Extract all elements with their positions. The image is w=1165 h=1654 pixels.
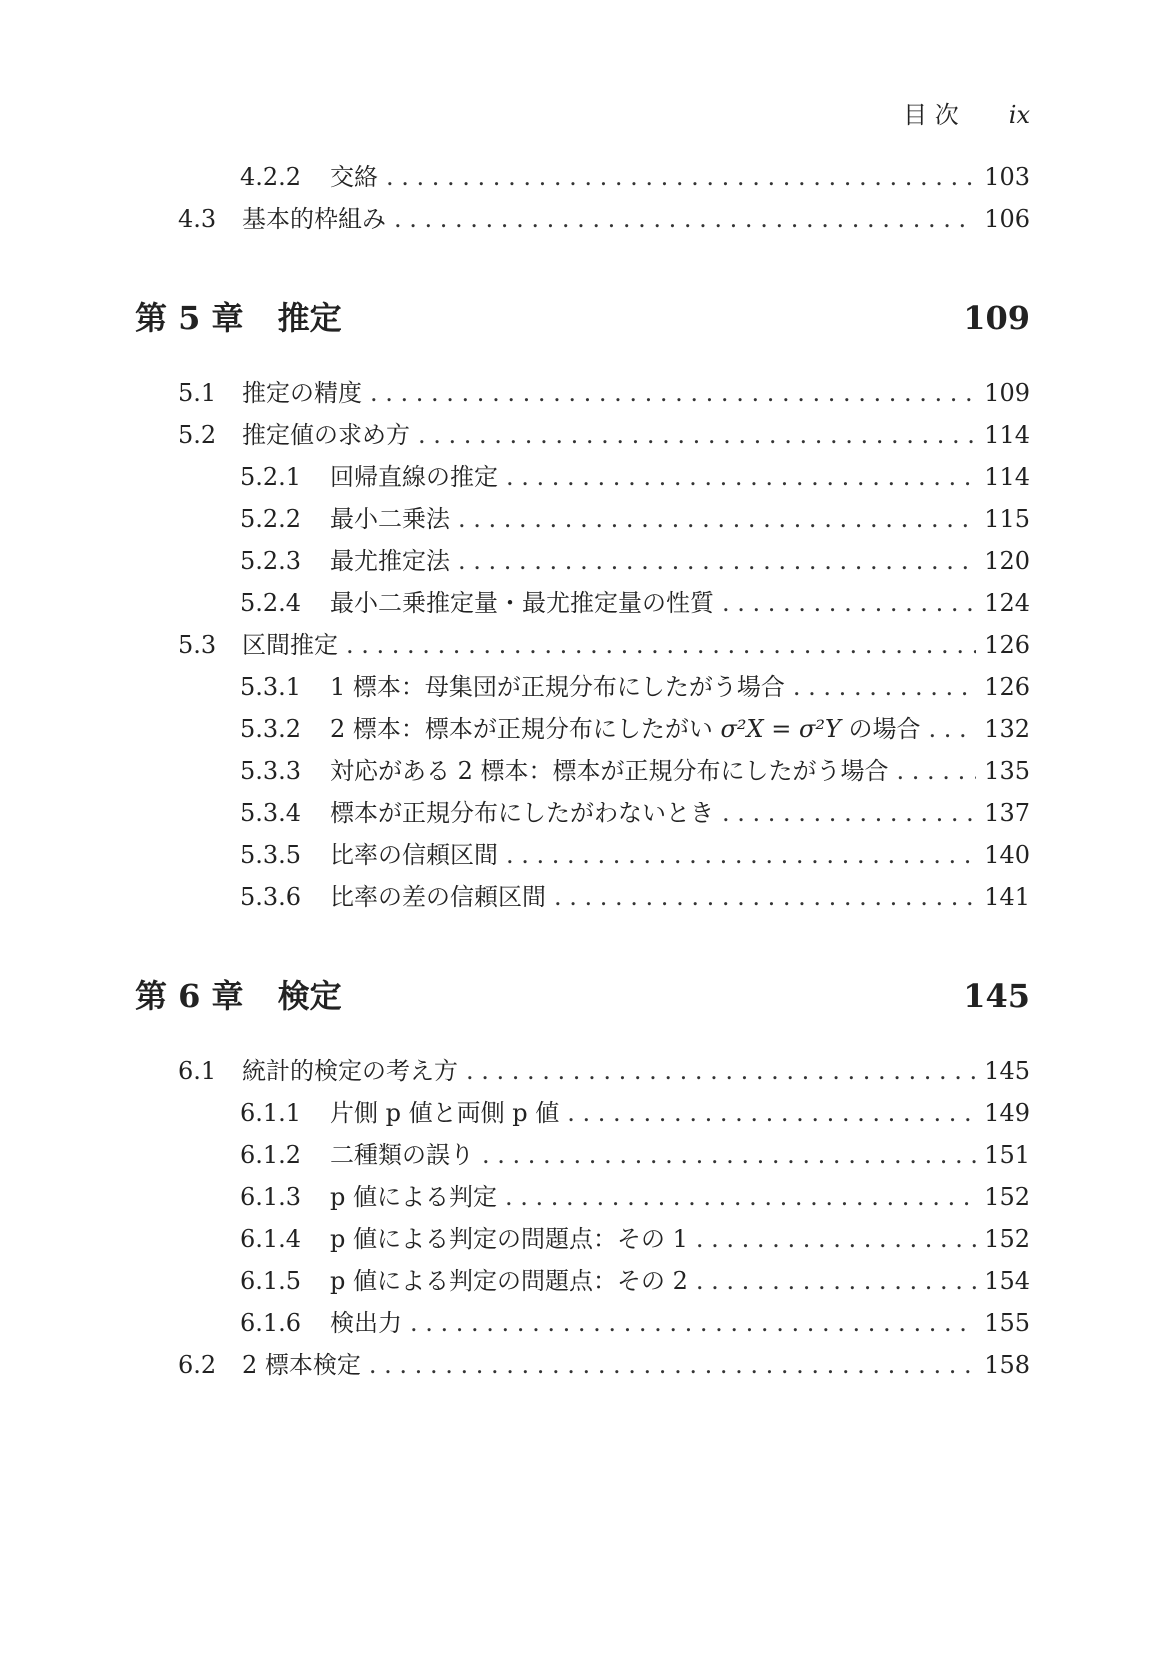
toc-entry[interactable]	[178, 628, 1030, 662]
toc-entry[interactable]	[178, 376, 1030, 410]
entry-title: 対応がある 2 標本：標本が正規分布にしたがう場合	[330, 757, 889, 785]
entry-page: 155	[984, 1309, 1030, 1337]
entry-number: 5.2.3	[240, 547, 302, 575]
entry-number: 5.2.4	[240, 589, 302, 617]
entry-title	[330, 712, 921, 746]
variance-equality-formula: σ²X = σ²Y	[720, 715, 841, 743]
dot-leader	[369, 1348, 976, 1382]
entry-title: 推定値の求め方	[242, 421, 410, 449]
entry-number: 5.3	[178, 631, 217, 659]
dot-leader	[386, 160, 976, 194]
entry-title: 1 標本：母集団が正規分布にしたがう場合	[330, 673, 785, 701]
toc-entry[interactable]	[240, 160, 1030, 194]
entry-title: 最尤推定法	[330, 547, 450, 575]
chapter-label: 第 6 章	[135, 977, 244, 1015]
toc-entry[interactable]	[240, 1138, 1030, 1172]
entry-page: 152	[984, 1183, 1030, 1211]
entry-title: 比率の差の信頼区間	[330, 883, 546, 911]
entry-title-suffix: の場合	[848, 715, 921, 743]
toc-entry[interactable]	[240, 544, 1030, 578]
entry-page: 149	[984, 1099, 1030, 1127]
entry-number: 5.3.4	[240, 799, 302, 827]
entry-page: 135	[984, 757, 1030, 785]
entry-number: 5.1	[178, 379, 217, 407]
dot-leader	[567, 1096, 976, 1130]
entry-title: p 値による判定の問題点：その 1	[330, 1225, 688, 1253]
dot-leader	[793, 670, 976, 704]
running-head-page-number: ix	[1008, 101, 1030, 129]
entry-number: 6.1	[178, 1057, 217, 1085]
entry-number: 5.3.1	[240, 673, 302, 701]
entry-page: 114	[984, 421, 1030, 449]
entry-page: 126	[984, 631, 1030, 659]
dot-leader	[506, 838, 976, 872]
entry-page: 132	[984, 715, 1030, 743]
toc-entry[interactable]	[240, 1264, 1030, 1298]
entry-page: 152	[984, 1225, 1030, 1253]
dot-leader	[929, 712, 977, 746]
entry-page: 140	[984, 841, 1030, 869]
entry-page: 137	[984, 799, 1030, 827]
toc-entry[interactable]	[240, 1096, 1030, 1130]
entry-title-text: 2 標本：標本が正規分布にしたがい	[330, 715, 713, 743]
dot-leader	[418, 418, 976, 452]
dot-leader	[722, 586, 976, 620]
entry-number: 5.3.2	[240, 715, 302, 743]
entry-title: 基本的枠組み	[242, 205, 386, 233]
entry-page: 114	[984, 463, 1030, 491]
entry-number: 6.1.1	[240, 1099, 302, 1127]
entry-number: 6.1.5	[240, 1267, 302, 1295]
toc-entry[interactable]	[240, 754, 1030, 788]
toc-entry[interactable]	[178, 1348, 1030, 1382]
toc-entry[interactable]	[240, 586, 1030, 620]
entry-title: 最小二乗推定量・最尤推定量の性質	[330, 589, 714, 617]
toc-entry[interactable]	[240, 460, 1030, 494]
entry-title: 推定の精度	[242, 379, 362, 407]
toc-entry[interactable]	[240, 796, 1030, 830]
toc-entry[interactable]	[240, 880, 1030, 914]
dot-leader	[346, 628, 976, 662]
entry-page: 151	[984, 1141, 1030, 1169]
chapter-title: 検定	[277, 977, 342, 1015]
entry-title: 片側 p 値と両側 p 値	[330, 1099, 560, 1127]
toc-entry[interactable]	[178, 202, 1030, 236]
entry-title: 比率の信頼区間	[330, 841, 498, 869]
chapter-5-heading[interactable]	[135, 296, 1030, 340]
entry-number: 4.3	[178, 205, 217, 233]
entry-title: 統計的検定の考え方	[242, 1057, 458, 1085]
chapter-6-heading[interactable]	[135, 974, 1030, 1018]
toc-entry[interactable]	[240, 712, 1030, 746]
toc-entry[interactable]	[240, 670, 1030, 704]
chapter-title: 推定	[277, 299, 342, 337]
dot-leader	[722, 796, 976, 830]
entry-title: 検出力	[330, 1309, 402, 1337]
entry-number: 5.2.2	[240, 505, 302, 533]
dot-leader	[466, 1054, 976, 1088]
dot-leader	[554, 880, 976, 914]
toc-entry[interactable]	[240, 502, 1030, 536]
dot-leader	[482, 1138, 976, 1172]
entry-number: 5.3.3	[240, 757, 302, 785]
entry-title: p 値による判定の問題点：その 2	[330, 1267, 688, 1295]
entry-title: 二種類の誤り	[330, 1141, 474, 1169]
entry-number: 6.1.4	[240, 1225, 302, 1253]
dot-leader	[458, 544, 976, 578]
entry-page: 109	[984, 379, 1030, 407]
dot-leader	[410, 1306, 976, 1340]
toc-entry[interactable]	[240, 1222, 1030, 1256]
dot-leader	[505, 1180, 976, 1214]
entry-number: 5.2	[178, 421, 217, 449]
entry-title: 標本が正規分布にしたがわないとき	[330, 799, 714, 827]
toc-entry[interactable]	[240, 1180, 1030, 1214]
entry-title: p 値による判定	[330, 1183, 497, 1211]
entry-title: 交絡	[330, 163, 378, 191]
dot-leader	[458, 502, 976, 536]
entry-title: 2 標本検定	[242, 1351, 361, 1379]
entry-page: 120	[984, 547, 1030, 575]
entry-number: 6.1.3	[240, 1183, 302, 1211]
entry-title: 最小二乗法	[330, 505, 450, 533]
entry-title: 区間推定	[242, 631, 338, 659]
entry-page: 154	[984, 1267, 1030, 1295]
entry-number: 6.1.6	[240, 1309, 302, 1337]
chapter-page: 145	[963, 977, 1030, 1015]
entry-page: 158	[984, 1351, 1030, 1379]
entry-page: 115	[984, 505, 1030, 533]
entry-page: 124	[984, 589, 1030, 617]
entry-page: 106	[984, 205, 1030, 233]
entry-number: 5.2.1	[240, 463, 302, 491]
chapter-page: 109	[963, 299, 1030, 337]
dot-leader	[370, 376, 976, 410]
entry-title: 回帰直線の推定	[330, 463, 498, 491]
entry-page: 103	[984, 163, 1030, 191]
running-head-label: 目 次	[903, 101, 959, 129]
entry-page: 145	[984, 1057, 1030, 1085]
entry-page: 126	[984, 673, 1030, 701]
dot-leader	[897, 754, 977, 788]
toc-entry[interactable]	[240, 1306, 1030, 1340]
entry-number: 5.3.6	[240, 883, 302, 911]
entry-number: 5.3.5	[240, 841, 302, 869]
dot-leader	[696, 1222, 976, 1256]
dot-leader	[394, 202, 976, 236]
toc-entry[interactable]	[178, 1054, 1030, 1088]
toc-entry[interactable]	[240, 838, 1030, 872]
entry-number: 6.2	[178, 1351, 217, 1379]
toc-entry[interactable]	[178, 418, 1030, 452]
dot-leader	[696, 1264, 976, 1298]
entry-number: 4.2.2	[240, 163, 302, 191]
dot-leader	[506, 460, 976, 494]
running-head	[903, 100, 1030, 130]
entry-page: 141	[984, 883, 1030, 911]
chapter-label: 第 5 章	[135, 299, 244, 337]
entry-number: 6.1.2	[240, 1141, 302, 1169]
